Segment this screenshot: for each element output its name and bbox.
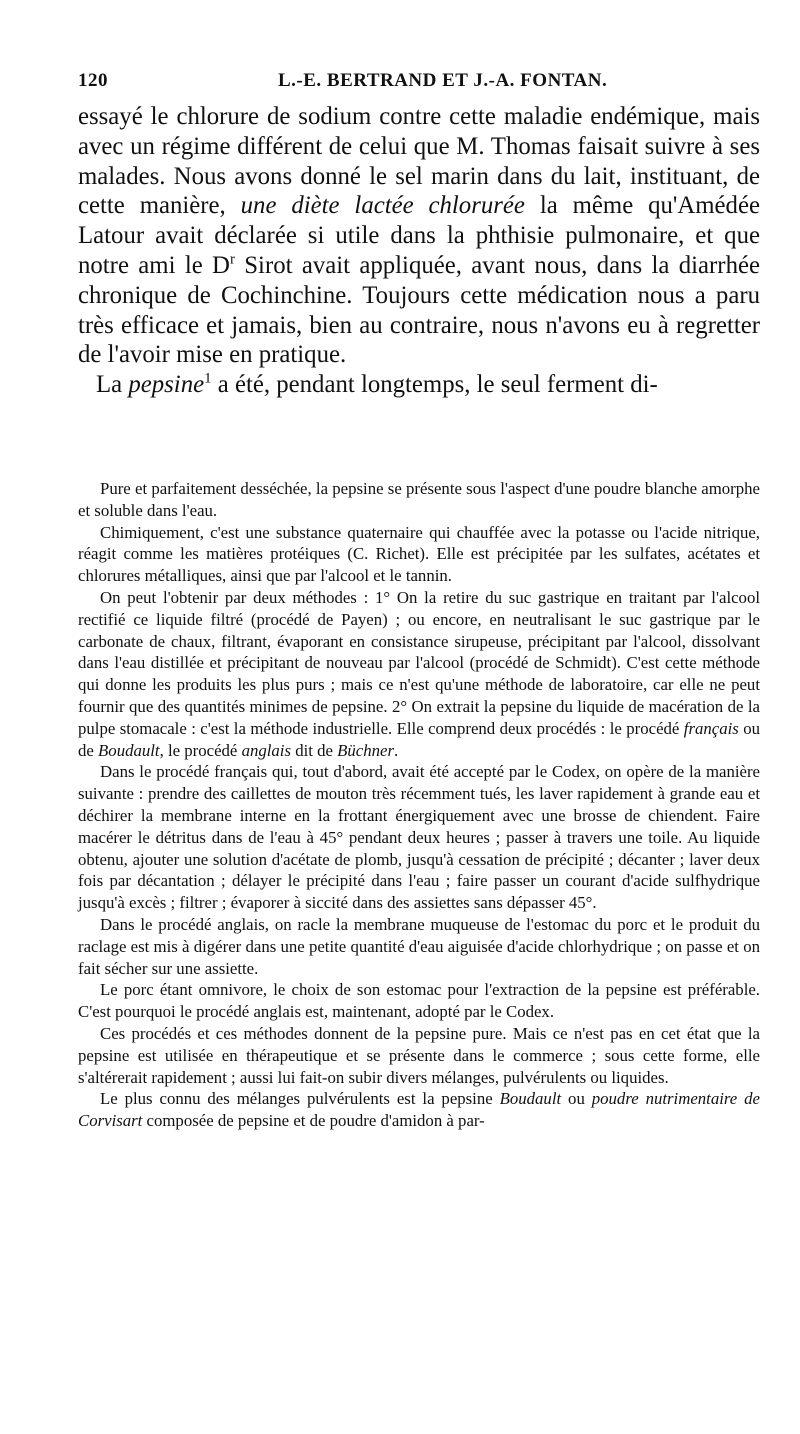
footnote-paragraph-2: Chimiquement, c'est une substance quaternaire qui chauffée avec la potasse ou l'acide nitrique, réagit comme les matières protéiques (C. Richet). Elle est précipitée par les sulfates, acétates et chlorures métalliques, ainsi que par l'alcool et le tannin.: [78, 522, 760, 586]
fn-p3-italic-1: français: [683, 718, 739, 738]
fn-p8-italic-1: Boudault: [499, 1089, 562, 1109]
main-p2-italic: pepsine: [128, 371, 205, 399]
page-header: [78, 70, 758, 96]
fn-p3-italic-4: Büchner: [337, 740, 394, 760]
fn-p3-text-b: ou de: [78, 718, 760, 760]
fn-p3-text-a: On peut l'obtenir par deux méthodes : 1° On la retire du suc gastrique en traitant par l'alcool rectifié ce liquide filtré (procédé de Payen) ; ou encore, en neutralisant le suc gastrique par le carbonate de chaux, filtrant, évaporant en consistance sirupeuse, précipitant par l'alcool, dissolvant dans l'eau distillée et précipitant de nouveau par l'alcool (procédé de Schmidt). C'est cette méthode qui donne les produits les plus purs ; mais ce n'est qu'une méthode de laboratoire, car elle ne peut fournir que des quantités minimes de pepsine. 2° On extrait la pepsine du liquide de macération de la pulpe stomacale : c'est la méthode industrielle. Elle comprend deux procédés : le procédé: [78, 587, 760, 738]
fn-p3-text-c: , le procédé: [159, 740, 242, 760]
fn-p8-text-b: ou: [561, 1089, 592, 1109]
footnote-paragraph-8: [78, 1088, 760, 1132]
fn-p8-text-c: composée de pepsine et de poudre d'amidon à par-: [142, 1111, 485, 1131]
footnote-paragraph-5: Dans le procédé anglais, on racle la membrane muqueuse de l'estomac du porc et le produit du raclage est mis à digérer dans une petite quantité d'eau aiguisée d'acide chlorhydrique ; on passe et on fait sécher sur une assiette.: [78, 914, 760, 978]
fn-p8-italic-2: poudre nutrimentaire de Corvisart: [78, 1089, 760, 1131]
running-title: L.-E. BERTRAND ET J.-A. FONTAN.: [278, 70, 608, 91]
fn-p8-text-a: Le plus connu des mélanges pulvérulents est la pepsine: [100, 1089, 500, 1109]
footnote-paragraph-3: [78, 587, 760, 761]
main-p1-text-a: essayé le chlorure de sodium contre cette maladie endémique, mais avec un régime différent de celui que M. Thomas faisait suivre à ses malades. Nous avons donné le sel marin dans du lait, instituant, de cette manière,: [78, 103, 760, 220]
fn-p3-text-e: .: [394, 740, 399, 760]
main-paragraph-2: [78, 370, 760, 400]
footnote-reference: 1: [204, 370, 212, 387]
page-number: 120: [78, 70, 108, 91]
main-text: [78, 102, 760, 400]
fn-p3-italic-2: Boudault: [98, 740, 160, 760]
footnote-paragraph-1: Pure et parfaitement desséchée, la pepsine se présente sous l'aspect d'une poudre blanche amorphe et soluble dans l'eau.: [78, 479, 760, 520]
fn-p3-text-d: dit de: [291, 740, 338, 760]
main-p1-italic: une diète lactée chlorurée: [240, 192, 525, 220]
main-p2-text-b: a été, pendant longtemps, le seul ferment di-: [211, 371, 658, 399]
footnote-paragraph-7: Ces procédés et ces méthodes donnent de la pepsine pure. Mais ce n'est pas en cet état que la pepsine est utilisée en thérapeutique et se présente dans le commerce ; sous cette forme, elle s'altérerait rapidement ; aussi lui fait-on subir divers mélanges, pulvérulents ou liquides.: [78, 1023, 760, 1087]
main-p2-text-a: La: [96, 371, 129, 399]
footnote-paragraph-4: Dans le procédé français qui, tout d'abord, avait été accepté par le Codex, on opère de la manière suivante : prendre des caillettes de mouton très récemment tués, les laver rapidement à grande eau et déchirer la membrane interne en la frottant énergiquement avec une brosse de chiendent. Faire macérer le détritus dans de l'eau à 45° pendant deux heures ; passer à travers une toile. Au liquide obtenu, ajouter une solution d'acétate de plomb, jusqu'à cessation de précipité ; décanter ; laver deux fois par décantation ; délayer le précipité dans l'eau ; faire passer un courant d'acide sulfhydrique jusqu'à excès ; filtrer ; évaporer à siccité dans des assiettes sans dépasser 45°.: [78, 762, 760, 913]
main-paragraph-1: [78, 102, 760, 370]
main-p1-superscript: r: [229, 251, 235, 268]
main-p1-text-c: Sirot avait appliquée, avant nous, dans la diarrhée chronique de Cochinchine. Toujours cette médication nous a paru très efficace et jamais, bien au contraire, nous n'avons eu à regretter de l'avoir mise en pratique.: [78, 251, 760, 369]
fn-p3-italic-3: anglais: [241, 740, 291, 760]
footnote-paragraph-6: Le porc étant omnivore, le choix de son estomac pour l'extraction de la pepsine est préférable. C'est pourquoi le procédé anglais est, maintenant, adopté par le Codex.: [78, 980, 760, 1022]
footnote: [78, 478, 760, 1132]
main-p1-text-b: la même qu'Amédée Latour avait déclarée si utile dans la phthisie pulmonaire, et que notre ami le D: [78, 192, 760, 279]
